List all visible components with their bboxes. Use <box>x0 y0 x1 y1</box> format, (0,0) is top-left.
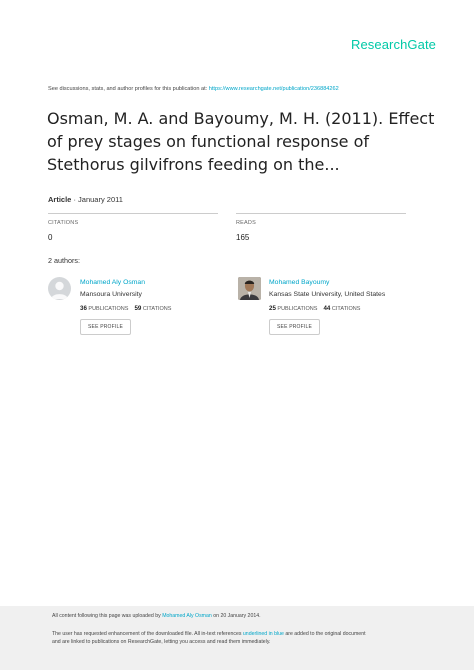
footer-enhancement-line <box>52 631 366 637</box>
author-1-citations-label: CITATIONS <box>142 306 172 312</box>
footer-underlined-link[interactable]: underlined in blue <box>242 631 284 637</box>
author-1-publications-count: 36 <box>80 305 87 312</box>
author-2-institution: Kansas State University, United States <box>269 291 386 298</box>
author-1-avatar[interactable] <box>48 277 71 300</box>
author-2-citations-count: 44 <box>323 305 331 312</box>
author-1-institution: Mansoura University <box>80 291 142 298</box>
author-2-stats <box>269 305 360 312</box>
author-2-avatar[interactable] <box>238 277 261 300</box>
discussion-text: See discussions, stats, and author profiles for this publication at: <box>48 86 208 92</box>
footer-linked-line: and are linked to publications on ResearchGate, letting you access and read them immediately. <box>52 639 271 645</box>
authors-heading: 2 authors: <box>48 256 80 265</box>
author-1-name[interactable]: Mohamed Aly Osman <box>80 279 145 286</box>
citations-value: 0 <box>48 233 53 242</box>
footer-enhancement-prefix: The user has requested enhancement of the downloaded file. All in-text references <box>52 631 242 637</box>
publication-link[interactable]: https://www.researchgate.net/publication/236884262 <box>208 86 339 92</box>
author-2-citations-label: CITATIONS <box>331 306 361 312</box>
author-1-stats <box>80 305 171 312</box>
citations-divider <box>48 213 218 214</box>
footer-upload-suffix: on 20 January 2014. <box>213 613 261 619</box>
footer-enhancement-suffix: are added to the original document <box>285 631 366 637</box>
citations-label: CITATIONS <box>48 220 79 226</box>
reads-value: 165 <box>236 233 250 242</box>
article-info <box>48 195 123 204</box>
article-date: · January 2011 <box>73 195 123 204</box>
author-2-publications-label: PUBLICATIONS <box>277 306 318 312</box>
article-type: Article <box>48 195 72 204</box>
footer-upload-line <box>52 613 261 619</box>
footer-upload-prefix: All content following this page was uploaded by <box>52 613 161 619</box>
reads-label: READS <box>236 220 256 226</box>
author-2-publications-count: 25 <box>269 305 276 312</box>
author-2-name[interactable]: Mohamed Bayoumy <box>269 279 330 286</box>
footer <box>0 606 474 670</box>
author-2-see-profile-button[interactable]: SEE PROFILE <box>269 319 320 335</box>
author-1-publications-label: PUBLICATIONS <box>88 306 129 312</box>
author-1-see-profile-button[interactable]: SEE PROFILE <box>80 319 131 335</box>
footer-uploader-link[interactable]: Mohamed Aly Osman <box>162 613 212 619</box>
reads-divider <box>236 213 406 214</box>
default-avatar-icon <box>48 277 71 300</box>
discussion-line <box>48 86 448 92</box>
publication-title: Osman, M. A. and Bayoumy, M. H. (2011). Effect of prey stages on functional response of Stethorus gilvifrons feeding on the... <box>47 109 435 174</box>
author-photo-icon <box>238 277 261 300</box>
author-1-citations-count: 59 <box>134 305 142 312</box>
researchgate-logo[interactable]: ResearchGate <box>350 37 436 52</box>
